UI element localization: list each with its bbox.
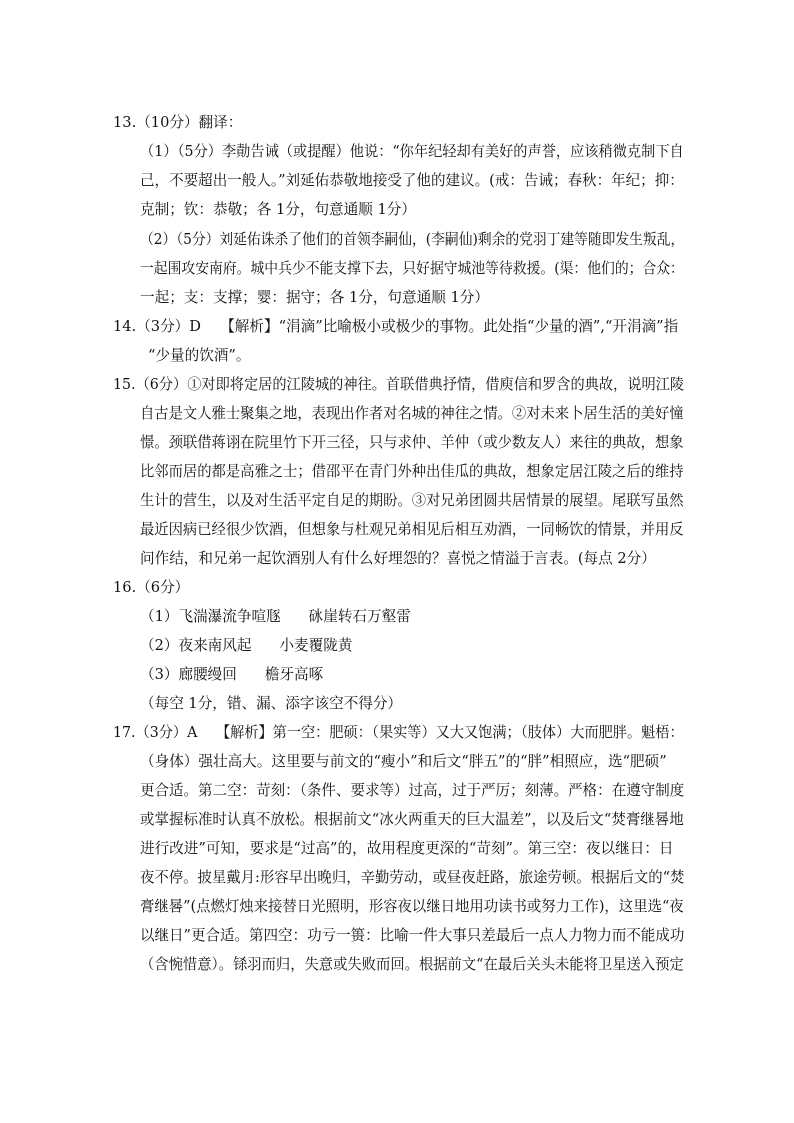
q15-line3: 憬。颈联借蒋诩在院里竹下开三径，只与求仲、羊仲（或少数友人）来往的典故，想象: [140, 434, 684, 451]
q14-line2: “少量的饮酒”。: [148, 347, 251, 364]
q13-p1-line2: 己，不要超出一般人。”刘延佑恭敬地接受了他的建议。(戒：告诫；春秋：年纪；抑：: [140, 172, 684, 189]
q13-p1-line1: （1）（5分）李勣告诫（或提醒）他说：“你年纪轻却有美好的声誉，应该稍微克制下自: [140, 143, 684, 160]
q16-item-1-a: （1）飞湍瀑流争喧豗: [140, 608, 281, 625]
q17-line4: 或掌握标准时认真不放松。根据前文“冰火两重天的巨大温差”，以及后文“焚膏继晷地: [140, 811, 684, 828]
q13-heading: 13.（10分）翻译：: [113, 114, 243, 131]
q16-item-3: [140, 665, 323, 685]
q17-line3: 更合适。第二空：苛刻：（条件、要求等）过高，过于严厉；刻薄。严格：在遵守制度: [140, 782, 685, 799]
q17-line1: 17.（3分）A 【解析】第一空：肥硕：（果实等）又大又饱满；（肢体）大而肥胖。魁梧：: [113, 724, 684, 741]
q16-item-3-a: （3）廊腰缦回: [140, 666, 237, 683]
q16-item-2-a: （2）夜来南风起: [140, 637, 252, 654]
q13-p2-line1: （2）（5分）刘延佑诛杀了他们的首领李嗣仙，(李嗣仙)剩余的党羽丁建等随即发生叛乱，: [140, 231, 685, 248]
q13-p2-line2: 一起围攻安南府。城中兵少不能支撑下去，只好据守城池等待救援。(渠：他们的；合众：: [140, 260, 684, 277]
q17-line7: 膏继晷”(点燃灯烛来接替日光照明，形容夜以继日地用功读书或努力工作)，这里选“夜: [140, 898, 684, 915]
q15-line4: 比邻而居的都是高雅之士；借邵平在青门外种出佳瓜的典故，想象定居江陵之后的维持: [140, 463, 684, 480]
q17-line5: 进行改进”可知，要求是“过高”的，故用程度更深的“苛刻”。第三空：夜以继日：日: [140, 840, 674, 857]
q17-line2: （身体）强壮高大。这里要与前文的“瘦小”和后文“胖五”的“胖”相照应，选“肥硕”: [140, 753, 667, 770]
q16-item-2-b: 小麦覆陇黄: [279, 637, 353, 654]
q13-p1-line3: 克制；钦：恭敬；各 1分，句意通顺 1分）: [140, 201, 416, 218]
q16-item-2: [140, 636, 352, 656]
q15-line5: 生计的营生，以及对生活平定自足的期盼。③对兄弟团圆共居情景的展望。尾联写虽然: [140, 492, 684, 509]
q16-note: （每空 1分，错、漏、添字该空不得分）: [140, 695, 403, 712]
q15-line7: 问作结，和兄弟一起饮酒别人有什么好埋怨的？喜悦之情溢于言表。(每点 2分）: [140, 550, 656, 567]
q17-line6: 夜不停。披星戴月:形容早出晚归，辛勤劳动，或昼夜赶路，旅途劳顿。根据后文的“焚: [140, 869, 685, 886]
q16-item-3-b: 檐牙高啄: [264, 666, 324, 683]
q17-line9: （含惋惜意）。铩羽而归，失意或失败而回。根据前文“在最后关头未能将卫星送入预定: [140, 956, 684, 973]
q17-line8: 以继日”更合适。第四空：功亏一篑：比喻一件大事只差最后一点人力物力而不能成功: [140, 927, 685, 944]
q16-heading: 16.（6分）: [113, 579, 190, 596]
q15-line1: 15.（6分）①对即将定居的江陵城的神往。首联借典抒情，借庾信和罗含的典故，说明江陵: [113, 376, 685, 393]
q15-line2: 自古是文人雅士聚集之地，表现出作者对名城的神往之情。②对未来卜居生活的美好憧: [140, 405, 684, 422]
q13-p2-line3: 一起；支：支撑；婴：据守；各 1分，句意通顺 1分）: [140, 289, 489, 306]
q16-item-1-b: 砯崖转石万壑雷: [308, 608, 411, 625]
q15-line6: 最近因病已经很少饮酒，但想象与杜观兄弟相见后相互劝酒，一同畅饮的情景，并用反: [140, 521, 684, 538]
q14-line1: 14.（3分）D 【解析】“涓滴”比喻极小或极少的事物。此处指“少量的酒”,“开涓滴”指: [113, 318, 679, 335]
q16-item-1: [140, 607, 411, 627]
